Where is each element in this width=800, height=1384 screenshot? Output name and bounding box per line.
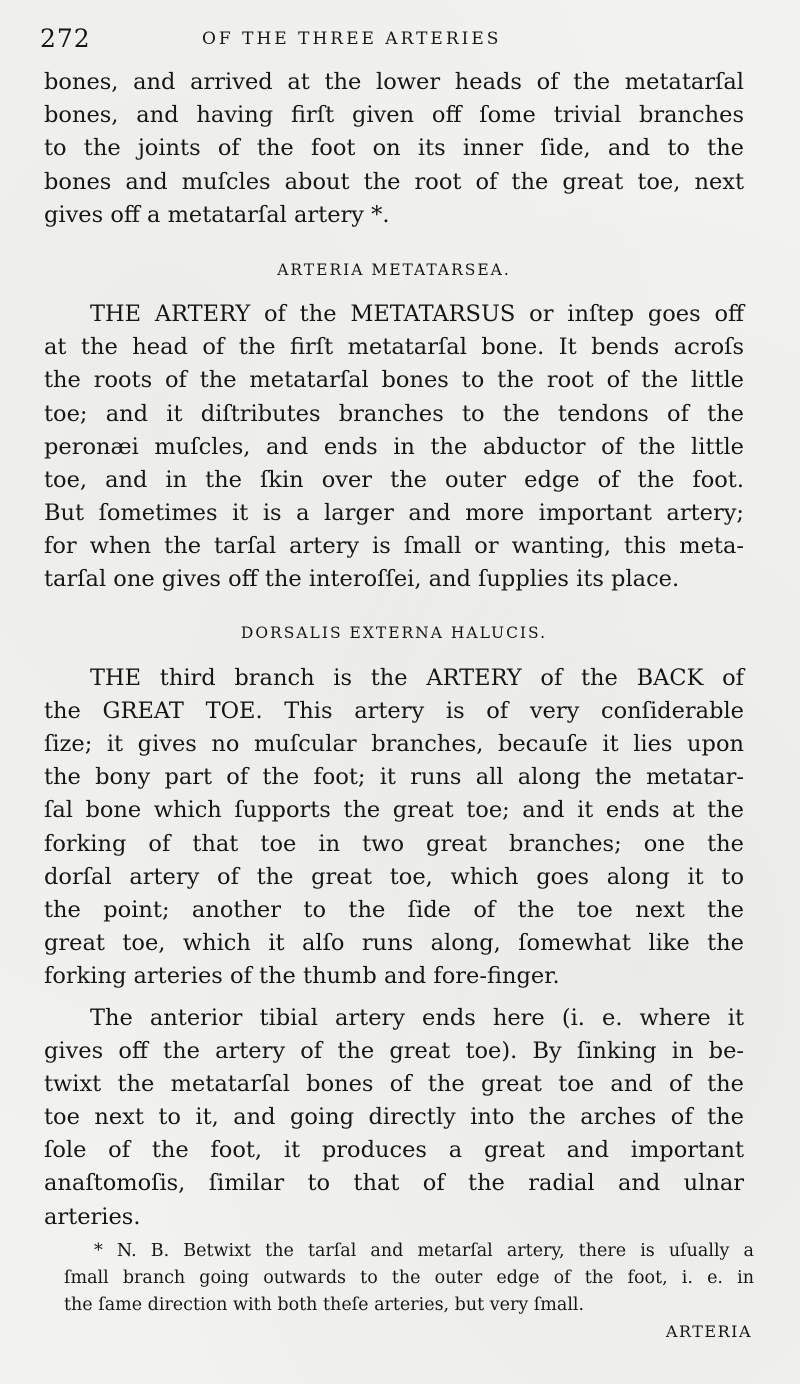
text-line: for when the tarſal artery is ſmall or wanting, this meta-	[44, 533, 744, 560]
section-heading-metatarsea: ARTERIA METATARSEA.	[277, 260, 511, 279]
text-line: the bony part of the foot; it runs all along the metatar-	[44, 764, 744, 791]
paragraph-metatarsea	[44, 298, 744, 597]
paragraph-dorsalis	[44, 662, 744, 994]
text-line: forking of that toe in two great branches; one the	[44, 830, 744, 857]
text-line: to the joints of the foot on its inner ſide, and to the	[44, 135, 744, 162]
text-line: arteries.	[44, 1203, 141, 1230]
paragraph-continuation	[44, 66, 744, 232]
footnote-line: the ſame direction with both theſe arteries, but very ſmall.	[64, 1295, 585, 1315]
text-line: gives off a metatarſal artery *.	[44, 201, 390, 228]
page-number: 272	[40, 24, 91, 53]
running-head: OF THE THREE ARTERIES	[202, 29, 502, 49]
text-line: ſal bone which ſupports the great toe; and it ends at the	[44, 797, 744, 824]
text-line: the GREAT TOE. This artery is of very conſiderable	[44, 697, 744, 724]
text-line: tarſal one gives off the interoſſei, and ſupplies its place.	[44, 566, 680, 593]
text-line: ſize; it gives no muſcular branches, becauſe it lies upon	[44, 731, 744, 757]
section-heading-dorsalis: DORSALIS EXTERNA HALUCIS.	[240, 623, 548, 642]
text-line: THE ARTERY of the METATARSUS or inſtep goes off	[90, 300, 744, 327]
page-body	[44, 66, 744, 1234]
text-line: toe; and it diſtributes branches to the tendons of the	[44, 400, 744, 427]
footnote-line: ſmall branch going outwards to the outer edge of the foot, i. e. in	[64, 1268, 754, 1288]
catchword: ARTERIA	[665, 1322, 752, 1341]
paragraph-tibial	[44, 1002, 744, 1234]
text-line: peronæi muſcles, and ends in the abductor of the little	[44, 433, 744, 460]
text-line: toe, and in the ſkin over the outer edge of the foot.	[44, 466, 744, 493]
footnote	[64, 1238, 754, 1319]
text-line: gives off the artery of the great toe). By ſinking in be-	[44, 1037, 744, 1064]
text-line: bones and muſcles about the root of the great toe, next	[44, 168, 744, 195]
text-line: anaſtomoſis, ſimilar to that of the radial and ulnar	[44, 1170, 744, 1197]
footnote-line: * N. B. Betwixt the tarſal and metarſal artery, there is uſually a	[94, 1241, 754, 1261]
text-line: bones, and having firſt given off ſome trivial branches	[44, 102, 744, 129]
text-line: forking arteries of the thumb and fore-finger.	[44, 963, 560, 990]
text-line: The anterior tibial artery ends here (i. e. where it	[90, 1004, 744, 1031]
text-line: the point; another to the ſide of the toe next the	[44, 896, 744, 923]
text-line: But ſometimes it is a larger and more important artery;	[44, 500, 744, 527]
text-line: the roots of the metatarſal bones to the root of the little	[44, 367, 744, 394]
text-line: bones, and arrived at the lower heads of the metatarſal	[44, 69, 744, 95]
text-line: at the head of the firſt metatarſal bone. It bends acroſs	[44, 334, 744, 361]
text-line: ſole of the foot, it produces a great and important	[44, 1137, 744, 1164]
text-line: THE third branch is the ARTERY of the BACK of	[90, 664, 744, 691]
text-line: dorſal artery of the great toe, which goes along it to	[44, 863, 744, 890]
text-line: twixt the metatarſal bones of the great toe and of the	[44, 1070, 744, 1097]
text-line: great toe, which it alſo runs along, ſomewhat like the	[44, 930, 744, 957]
text-line: toe next to it, and going directly into the arches of the	[44, 1104, 744, 1131]
page-header	[40, 24, 740, 60]
